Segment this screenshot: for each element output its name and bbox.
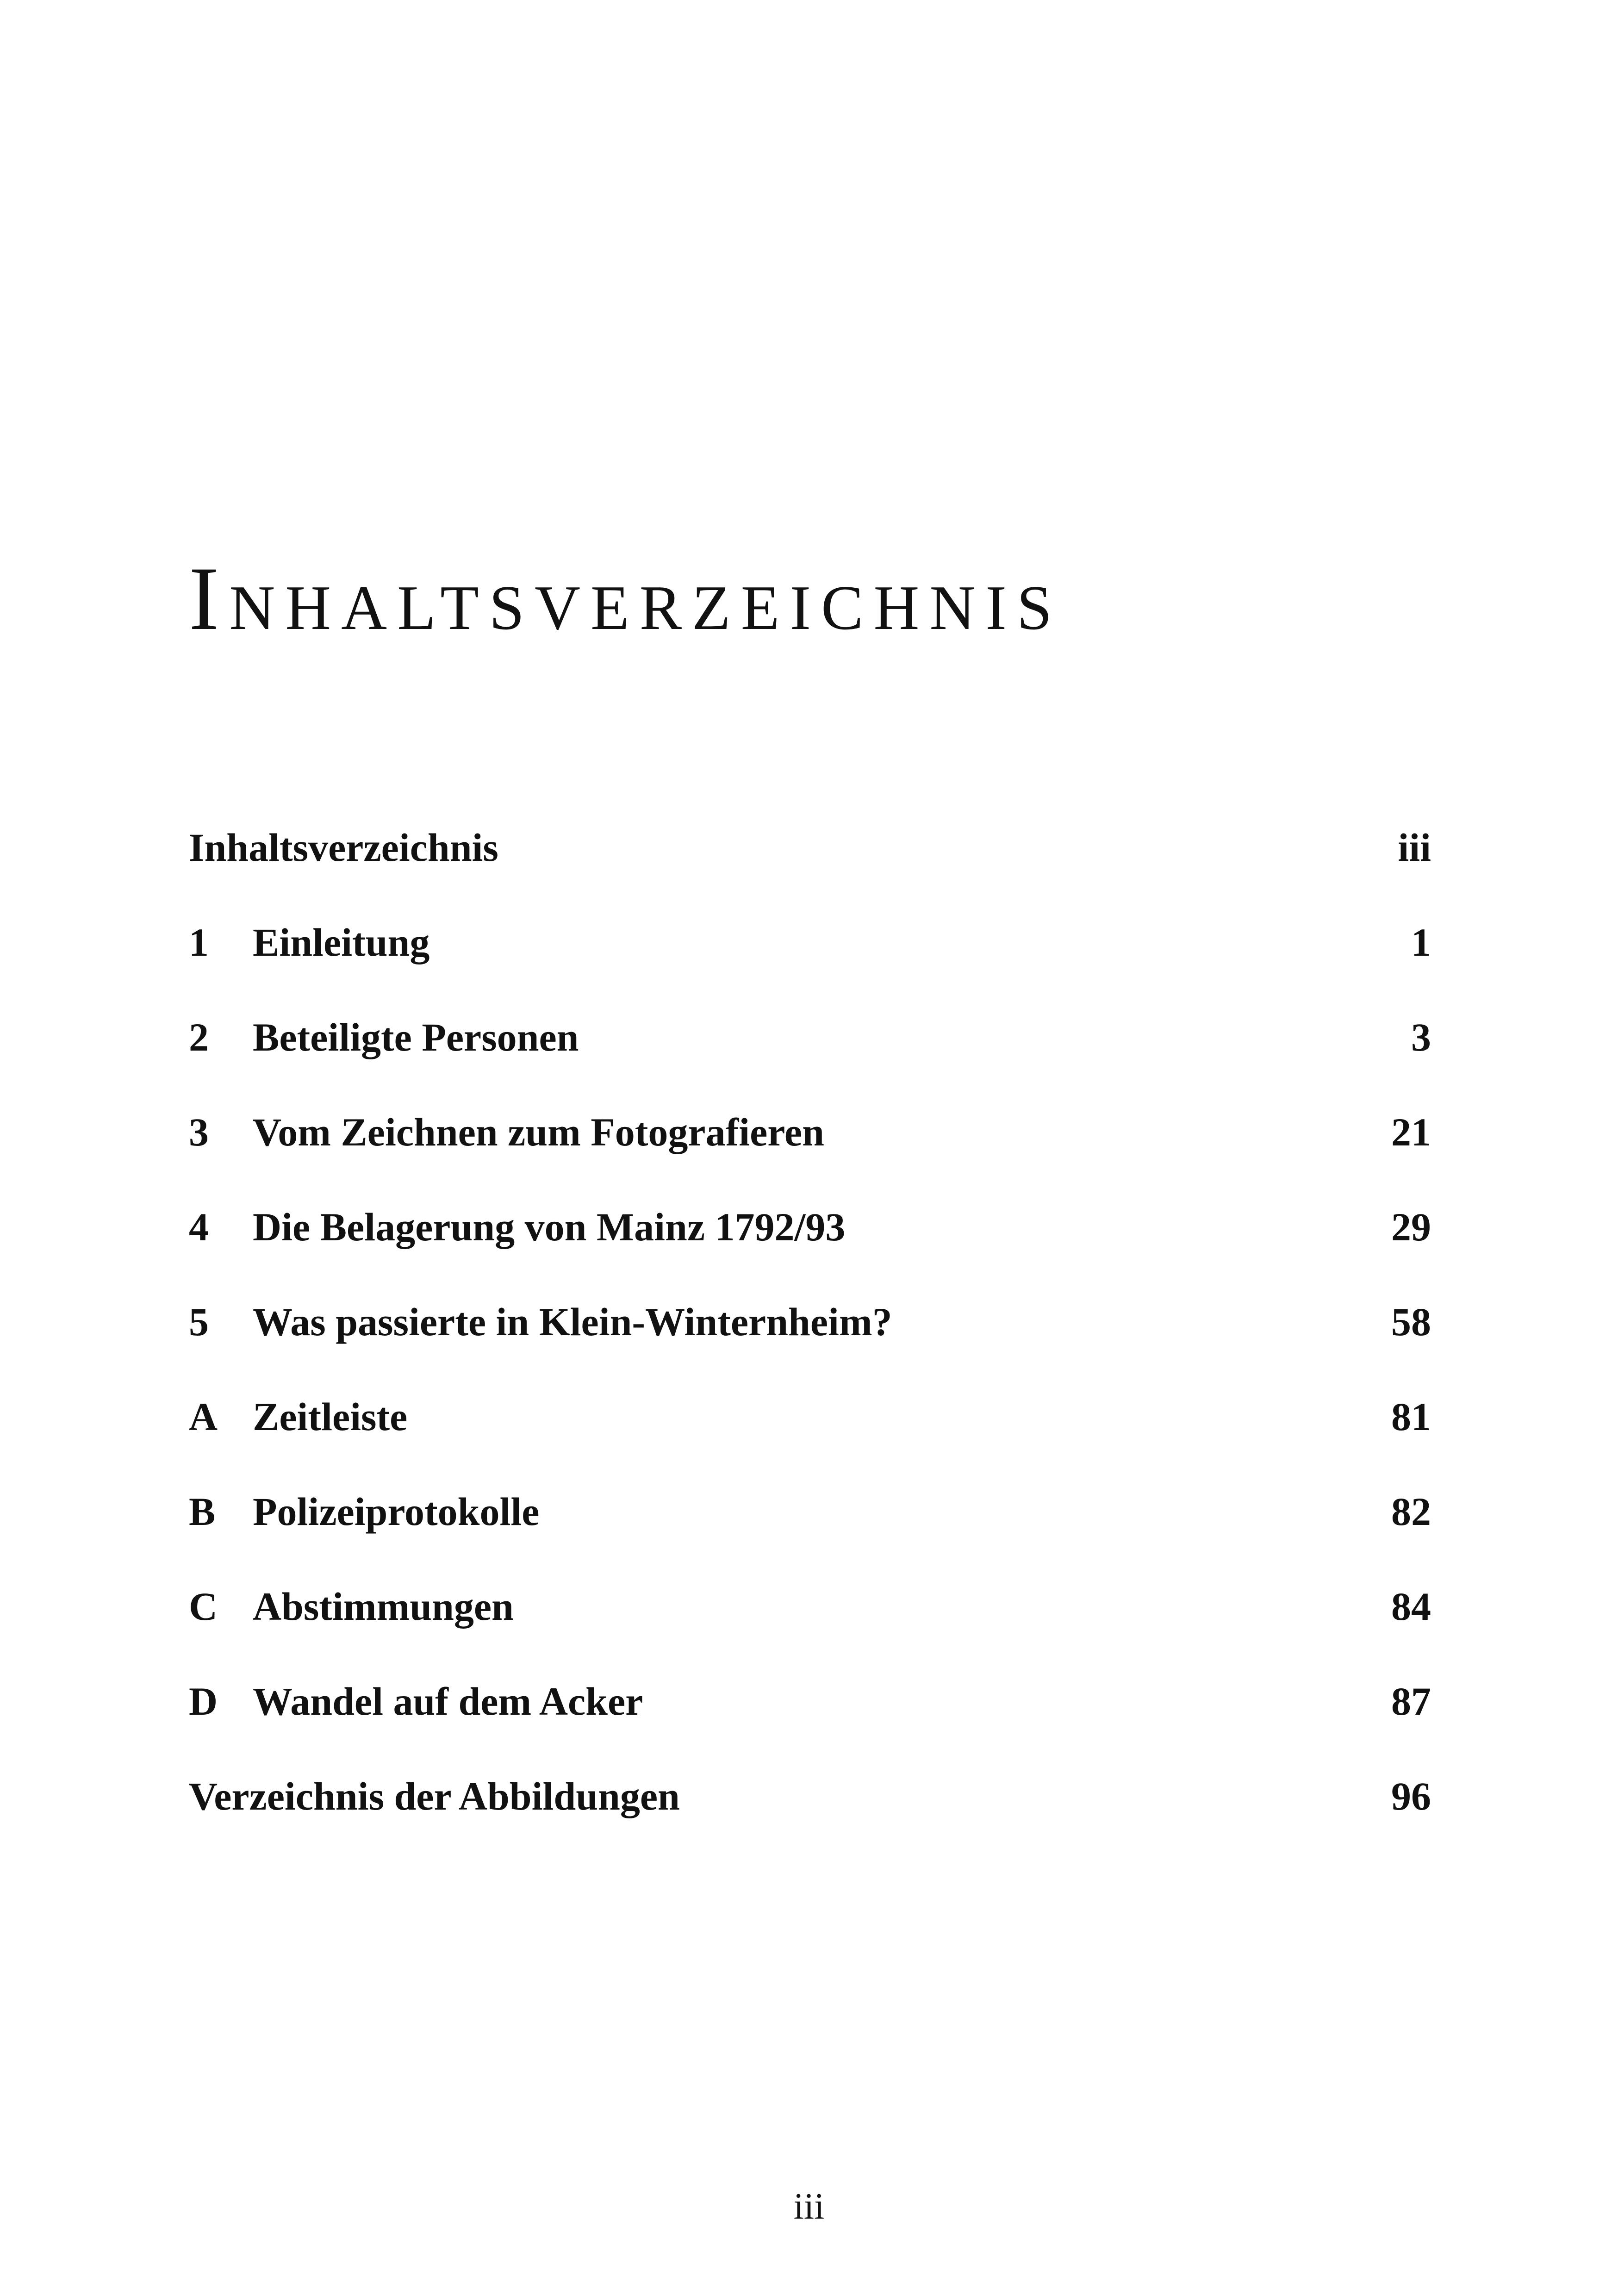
toc-entry[interactable] (189, 824, 1431, 919)
toc-entry-number: A (189, 1394, 218, 1439)
toc-entry-page: 21 (1391, 1110, 1431, 1154)
toc-entry[interactable] (189, 1298, 1431, 1393)
toc-entry-page: 96 (1391, 1774, 1431, 1818)
toc-entry-title: Abstimmungen (253, 1584, 514, 1629)
toc-entry[interactable] (189, 1773, 1431, 1867)
toc-entry-number: 2 (189, 1015, 209, 1059)
toc-entry-title: Einleitung (253, 920, 430, 964)
toc-entry-number: B (189, 1489, 216, 1534)
toc-entry-page: 81 (1391, 1394, 1431, 1439)
toc-entry-title: Die Belagerung von Mainz 1792/93 (253, 1205, 846, 1249)
toc-entry-number: 4 (189, 1205, 209, 1249)
toc-entry[interactable] (189, 1583, 1431, 1678)
toc-entry-title: Polizeiprotokolle (253, 1489, 540, 1534)
toc-entry-number: 1 (189, 920, 209, 964)
toc-entry-page: 87 (1391, 1679, 1431, 1724)
toc-entry-page: 84 (1391, 1584, 1431, 1629)
toc-entry-title: Beteiligte Personen (253, 1015, 579, 1059)
toc-entry-number: C (189, 1584, 218, 1629)
toc-entry-title: Zeitleiste (253, 1394, 408, 1439)
toc-entry-title: Vom Zeichnen zum Fotografieren (253, 1110, 824, 1154)
toc-entry-title: Inhaltsverzeichnis (189, 825, 498, 870)
toc-entry-page: 58 (1391, 1300, 1431, 1344)
toc-entry[interactable] (189, 1678, 1431, 1773)
toc-entry[interactable] (189, 919, 1431, 1014)
toc-entry-number: 5 (189, 1300, 209, 1344)
toc-entry[interactable] (189, 1014, 1431, 1108)
chapter-title: Inhaltsverzeichnis (189, 548, 1063, 649)
toc-entry[interactable] (189, 1203, 1431, 1298)
toc-entry-page: 29 (1391, 1205, 1431, 1249)
toc-entry[interactable] (189, 1488, 1431, 1583)
toc-entry[interactable] (189, 1108, 1431, 1203)
toc-entry-title: Verzeichnis der Abbildungen (189, 1774, 680, 1818)
toc-entry-page: iii (1398, 825, 1431, 870)
toc-entry[interactable] (189, 1393, 1431, 1488)
toc-entry-number: 3 (189, 1110, 209, 1154)
toc-entry-title: Was passierte in Klein-Winternheim? (253, 1300, 892, 1344)
toc-entry-title: Wandel auf dem Acker (253, 1679, 643, 1724)
toc-entry-page: 3 (1411, 1015, 1431, 1059)
toc-entry-page: 1 (1411, 920, 1431, 964)
toc-entry-number: D (189, 1679, 218, 1724)
table-of-contents (189, 824, 1431, 1867)
toc-entry-page: 82 (1391, 1489, 1431, 1534)
page-number: iii (793, 2186, 825, 2227)
